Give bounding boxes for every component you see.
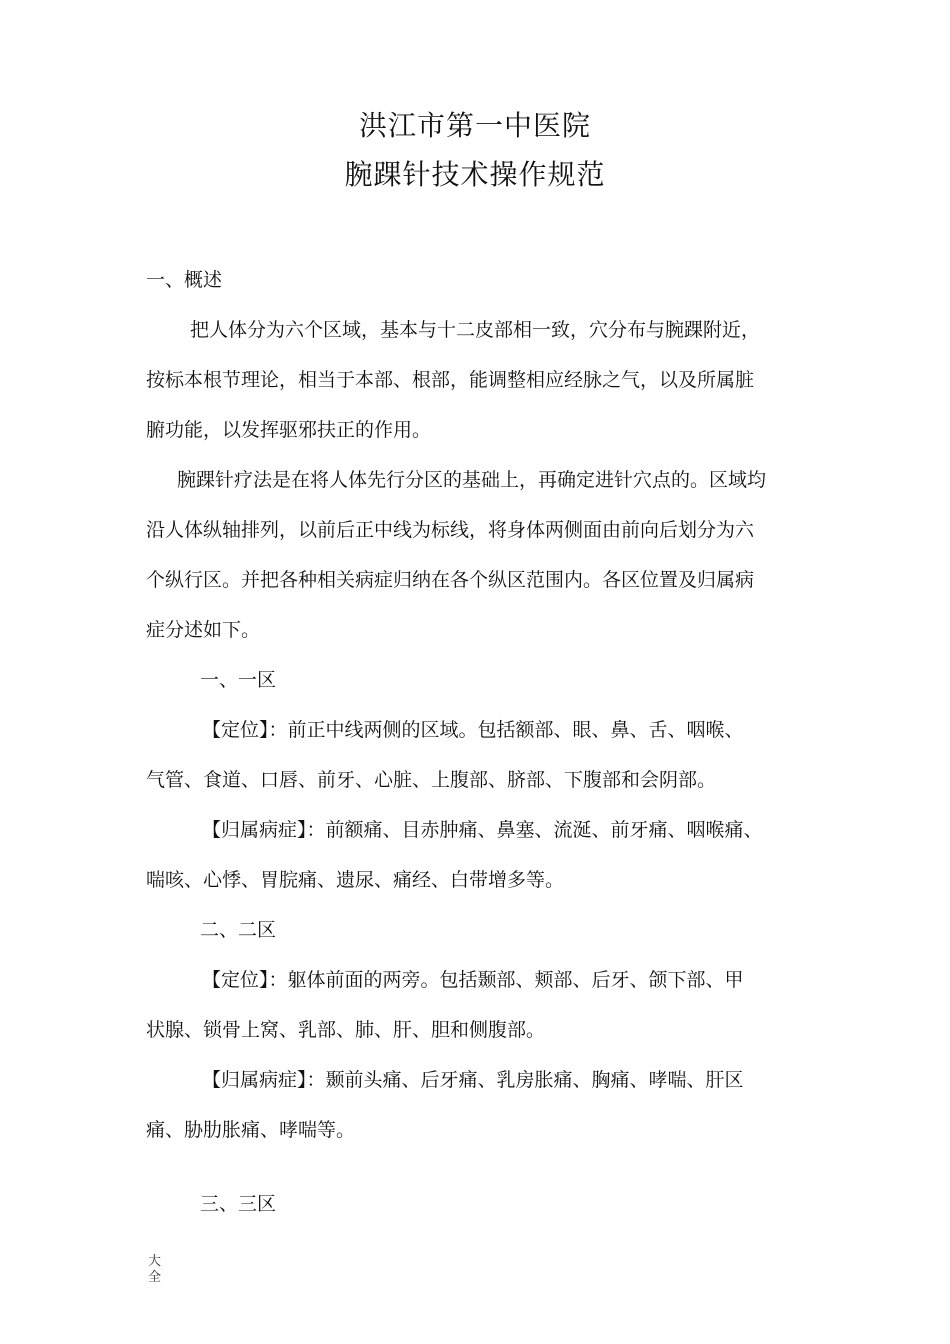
- zone-2-conditions: 【归属病症】：颞前头痛、后牙痛、乳房胀痛、胸痛、哮喘、肝区: [202, 1069, 744, 1091]
- paragraph-line: 喘咳、心悸、胃脘痛、遗尿、痛经、白带增多等。: [146, 869, 565, 891]
- zone-2-location: 【定位】：躯体前面的两旁。包括颞部、颊部、后牙、颌下部、甲: [202, 969, 744, 991]
- zone-heading-3: 三、三区: [200, 1193, 277, 1215]
- hospital-title: 洪江市第一中医院: [358, 109, 591, 142]
- paragraph-line: 症分述如下。: [146, 619, 261, 641]
- document-title: 腕踝针技术操作规范: [344, 158, 606, 191]
- zone-heading-1: 一、一区: [200, 669, 277, 691]
- paragraph-line: 腕踝针疗法是在将人体先行分区的基础上，再确定进针穴点的。区域均: [177, 469, 767, 491]
- paragraph-line: 腑功能，以发挥驱邪扶正的作用。: [146, 419, 432, 441]
- paragraph-line: 沿人体纵轴排列，以前后正中线为标线，将身体两侧面由前向后划分为六: [146, 519, 755, 541]
- zone-1-location: 【定位】：前正中线两侧的区域。包括额部、眼、鼻、舌、咽喉、: [202, 719, 744, 741]
- paragraph-line: 状腺、锁骨上窝、乳部、肺、肝、胆和侧腹部。: [146, 1019, 546, 1041]
- paragraph-line: 个纵行区。并把各种相关病症归纳在各个纵区范围内。各区位置及归属病: [146, 569, 755, 591]
- paragraph-line: 痛、胁肋胀痛、哮喘等。: [146, 1119, 356, 1141]
- zone-1-conditions: 【归属病症】：前额痛、目赤肿痛、鼻塞、流涎、前牙痛、咽喉痛、: [202, 819, 763, 841]
- paragraph-line: 气管、食道、口唇、前牙、心脏、上腹部、脐部、下腹部和会阴部。: [146, 769, 717, 791]
- paragraph-line: 把人体分为六个区域，基本与十二皮部相一致，穴分布与腕踝附近，: [190, 319, 761, 341]
- footer-text: 大全: [148, 1254, 162, 1285]
- section-heading-overview: 一、概述: [146, 269, 223, 291]
- paragraph-line: 按标本根节理论，相当于本部、根部，能调整相应经脉之气，以及所属脏: [146, 369, 755, 391]
- zone-heading-2: 二、二区: [200, 919, 277, 941]
